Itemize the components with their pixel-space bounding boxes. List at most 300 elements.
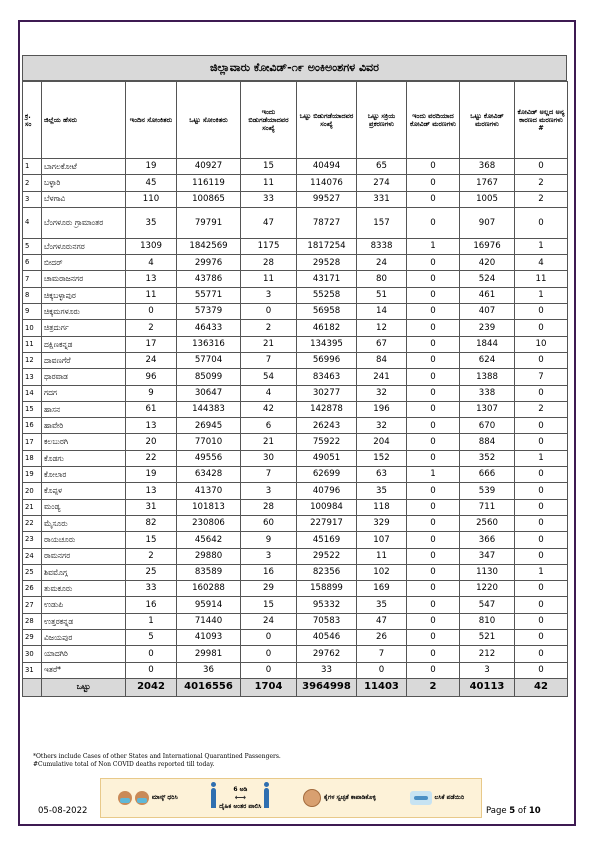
row-value-cell: 1	[126, 613, 177, 629]
row-value-cell: 42	[241, 401, 297, 417]
row-value-cell: 22	[126, 450, 177, 466]
row-sl-number: 7	[23, 271, 42, 287]
row-value-cell: 24	[126, 352, 177, 368]
row-sl-number: 18	[23, 450, 42, 466]
row-value-cell: 1	[407, 467, 460, 483]
row-value-cell: 1309	[126, 238, 177, 254]
table-row	[23, 581, 568, 597]
row-value-cell: 2	[241, 320, 297, 336]
row-value-cell: 3	[460, 662, 515, 678]
row-value-cell: 227917	[297, 515, 357, 531]
row-value-cell: 85099	[177, 369, 241, 385]
row-value-cell: 55258	[297, 287, 357, 303]
row-value-cell: 55771	[177, 287, 241, 303]
row-value-cell: 107	[357, 532, 407, 548]
row-value-cell: 26945	[177, 418, 241, 434]
row-value-cell: 56958	[297, 304, 357, 320]
row-value-cell: 40494	[297, 159, 357, 175]
row-value-cell: 0	[515, 515, 568, 531]
row-sl-number: 28	[23, 613, 42, 629]
header-today-discharged: ಇಂದು ಬಿಡುಗಡೆಯಾದವರ ಸಂಖ್ಯೆ	[241, 82, 297, 159]
row-sl-number: 5	[23, 238, 42, 254]
row-value-cell: 1817254	[297, 238, 357, 254]
row-value-cell: 0	[407, 287, 460, 303]
row-value-cell: 8338	[357, 238, 407, 254]
row-value-cell: 82	[126, 515, 177, 531]
table-row	[23, 255, 568, 271]
row-value-cell: 17	[126, 336, 177, 352]
table-row	[23, 434, 568, 450]
row-value-cell: 29762	[297, 646, 357, 662]
row-value-cell: 11	[241, 271, 297, 287]
table-row	[23, 499, 568, 515]
footnotes	[33, 753, 281, 770]
row-district-name: ಮೈಸೂರು	[42, 515, 126, 531]
row-district-name: ಉಡುಪಿ	[42, 597, 126, 613]
row-value-cell: 0	[407, 581, 460, 597]
row-value-cell: 7	[241, 467, 297, 483]
row-value-cell: 1842569	[177, 238, 241, 254]
row-value-cell: 1130	[460, 564, 515, 580]
table-row	[23, 271, 568, 287]
row-value-cell: 274	[357, 175, 407, 191]
row-district-name: ವಿಜಯಪುರ	[42, 630, 126, 646]
row-value-cell: 0	[126, 646, 177, 662]
row-value-cell: 0	[407, 207, 460, 238]
row-value-cell: 49051	[297, 450, 357, 466]
row-value-cell: 0	[407, 532, 460, 548]
row-value-cell: 0	[241, 304, 297, 320]
row-value-cell: 0	[407, 369, 460, 385]
row-value-cell: 29976	[177, 255, 241, 271]
row-district-name: ಚಾಮರಾಜನಗರ	[42, 271, 126, 287]
row-value-cell: 0	[407, 613, 460, 629]
row-value-cell: 47	[357, 613, 407, 629]
row-value-cell: 0	[515, 532, 568, 548]
row-value-cell: 82356	[297, 564, 357, 580]
table-row	[23, 175, 568, 191]
row-sl-number: 29	[23, 630, 42, 646]
row-value-cell: 15	[126, 532, 177, 548]
row-value-cell: 0	[407, 630, 460, 646]
row-sl-number: 22	[23, 515, 42, 531]
row-value-cell: 33	[297, 662, 357, 678]
row-district-name: ಧಾರವಾಡ	[42, 369, 126, 385]
row-value-cell: 461	[460, 287, 515, 303]
row-value-cell: 20	[126, 434, 177, 450]
row-value-cell: 0	[407, 191, 460, 207]
page-current: 5	[509, 806, 516, 816]
mask-guideline	[118, 791, 178, 805]
masked-face-icon	[118, 791, 132, 805]
row-value-cell: 521	[460, 630, 515, 646]
totals-cell: 2	[407, 678, 460, 696]
row-sl-number: 13	[23, 369, 42, 385]
row-value-cell: 80	[357, 271, 407, 287]
row-value-cell: 7	[357, 646, 407, 662]
row-value-cell: 96	[126, 369, 177, 385]
row-value-cell: 1	[515, 450, 568, 466]
vaccine-guideline	[410, 791, 465, 805]
row-value-cell: 196	[357, 401, 407, 417]
row-value-cell: 84	[357, 352, 407, 368]
row-value-cell: 29528	[297, 255, 357, 271]
person-icon	[264, 788, 269, 808]
row-value-cell: 21	[241, 434, 297, 450]
row-value-cell: 46182	[297, 320, 357, 336]
row-value-cell: 28	[241, 499, 297, 515]
row-value-cell: 29	[241, 581, 297, 597]
row-value-cell: 0	[407, 271, 460, 287]
row-value-cell: 0	[241, 630, 297, 646]
row-sl-number: 11	[23, 336, 42, 352]
row-value-cell: 40546	[297, 630, 357, 646]
row-district-name: ಬೆಂಗಳೂರುನಗರ	[42, 238, 126, 254]
row-value-cell: 3	[241, 287, 297, 303]
row-sl-number: 12	[23, 352, 42, 368]
row-value-cell: 907	[460, 207, 515, 238]
row-value-cell: 884	[460, 434, 515, 450]
row-value-cell: 26243	[297, 418, 357, 434]
row-value-cell: 5	[126, 630, 177, 646]
row-value-cell: 2	[126, 320, 177, 336]
row-value-cell: 24	[357, 255, 407, 271]
row-value-cell: 61	[126, 401, 177, 417]
row-sl-number: 30	[23, 646, 42, 662]
totals-sl-cell	[23, 678, 42, 696]
row-value-cell: 11	[241, 175, 297, 191]
row-district-name: ಗದಗ	[42, 385, 126, 401]
row-value-cell: 54	[241, 369, 297, 385]
distance-guideline	[211, 786, 269, 810]
row-value-cell: 15	[241, 597, 297, 613]
row-value-cell: 0	[126, 662, 177, 678]
row-value-cell: 63428	[177, 467, 241, 483]
footnote-non-covid: #Cumulative total of Non COVID deaths reported till today.	[33, 761, 215, 769]
row-district-name: ದಕ್ಷಿಣಕನ್ನಡ	[42, 336, 126, 352]
row-value-cell: 25	[126, 564, 177, 580]
row-value-cell: 0	[515, 434, 568, 450]
row-value-cell: 30	[241, 450, 297, 466]
row-value-cell: 77010	[177, 434, 241, 450]
distance-text: ದೈಹಿಕ ಅಂತರ ಪಾಲಿಸಿ	[219, 802, 262, 810]
row-value-cell: 624	[460, 352, 515, 368]
covid-guidelines-banner	[100, 778, 482, 818]
row-value-cell: 3	[241, 548, 297, 564]
row-district-name: ಬೀದರ್	[42, 255, 126, 271]
row-value-cell: 43171	[297, 271, 357, 287]
row-value-cell: 100865	[177, 191, 241, 207]
row-value-cell: 11	[357, 548, 407, 564]
row-value-cell: 0	[515, 483, 568, 499]
row-value-cell: 1175	[241, 238, 297, 254]
row-value-cell: 152	[357, 450, 407, 466]
header-total-discharged: ಒಟ್ಟು ಬಿಡುಗಡೆಯಾದವರ ಸಂಖ್ಯೆ	[297, 82, 357, 159]
row-value-cell: 0	[407, 646, 460, 662]
row-value-cell: 0	[515, 548, 568, 564]
row-value-cell: 0	[515, 385, 568, 401]
row-value-cell: 99527	[297, 191, 357, 207]
row-value-cell: 157	[357, 207, 407, 238]
row-value-cell: 2	[126, 548, 177, 564]
row-value-cell: 30647	[177, 385, 241, 401]
row-value-cell: 45	[126, 175, 177, 191]
table-row	[23, 564, 568, 580]
row-value-cell: 0	[407, 401, 460, 417]
row-value-cell: 420	[460, 255, 515, 271]
table-row	[23, 336, 568, 352]
row-value-cell: 0	[515, 352, 568, 368]
header-district: ಜಿಲ್ಲೆಯ ಹೆಸರು	[42, 82, 126, 159]
totals-cell: 1704	[241, 678, 297, 696]
row-district-name: ರಾಮನಗರ	[42, 548, 126, 564]
footnote-others: *Others include Cases of other States and International Quarantined Passengers.	[33, 753, 281, 760]
row-value-cell: 0	[407, 548, 460, 564]
row-value-cell: 134395	[297, 336, 357, 352]
row-value-cell: 1	[515, 238, 568, 254]
row-district-name: ಬೆಂಗಳೂರು ಗ್ರಾಮಾಂತರ	[42, 207, 126, 238]
row-value-cell: 56996	[297, 352, 357, 368]
table-row	[23, 369, 568, 385]
table-row	[23, 467, 568, 483]
row-value-cell: 158899	[297, 581, 357, 597]
masked-face-icon	[135, 791, 149, 805]
row-value-cell: 0	[407, 597, 460, 613]
row-value-cell: 45642	[177, 532, 241, 548]
row-value-cell: 1844	[460, 336, 515, 352]
page-total: 10	[528, 806, 541, 816]
row-value-cell: 32	[357, 418, 407, 434]
totals-cell: 42	[515, 678, 568, 696]
row-district-name: ಉತ್ತರಕನ್ನಡ	[42, 613, 126, 629]
row-value-cell: 0	[515, 630, 568, 646]
row-value-cell: 3	[241, 483, 297, 499]
row-sl-number: 27	[23, 597, 42, 613]
header-total-deaths: ಒಟ್ಟು ಕೋವಿಡ್ ಮರಣಗಳು	[460, 82, 515, 159]
row-value-cell: 35	[357, 597, 407, 613]
row-value-cell: 29981	[177, 646, 241, 662]
table-title: ಜಿಲ್ಲಾವಾರು ಕೋವಿಡ್-೧೯ ಅಂಕಿಅಂಶಗಳ ವಿವರ	[22, 55, 567, 81]
row-value-cell: 28	[241, 255, 297, 271]
row-value-cell: 0	[515, 304, 568, 320]
row-sl-number: 20	[23, 483, 42, 499]
page-sep: of	[517, 806, 527, 816]
row-sl-number: 16	[23, 418, 42, 434]
row-value-cell: 547	[460, 597, 515, 613]
row-value-cell: 75922	[297, 434, 357, 450]
row-value-cell: 29522	[297, 548, 357, 564]
row-value-cell: 43786	[177, 271, 241, 287]
double-arrow-icon: ⟷	[234, 793, 247, 803]
row-value-cell: 60	[241, 515, 297, 531]
row-value-cell: 1388	[460, 369, 515, 385]
table-row	[23, 238, 568, 254]
header-total-positive: ಒಟ್ಟು ಸೋಂಕಿತರು	[177, 82, 241, 159]
row-value-cell: 102	[357, 564, 407, 580]
hand-hygiene-guideline	[303, 789, 376, 807]
row-value-cell: 366	[460, 532, 515, 548]
row-district-name: ಕೋಲಾರ	[42, 467, 126, 483]
row-value-cell: 0	[407, 418, 460, 434]
row-value-cell: 114076	[297, 175, 357, 191]
totals-row	[23, 678, 568, 696]
hands-text: ಕೈಗಳ ಸ್ವಚ್ಛತೆ ಕಾಪಾಡಿಕೊಳ್ಳಿ	[324, 794, 376, 802]
row-value-cell: 0	[515, 597, 568, 613]
row-value-cell: 14	[357, 304, 407, 320]
row-value-cell: 1005	[460, 191, 515, 207]
row-sl-number: 3	[23, 191, 42, 207]
table-row	[23, 191, 568, 207]
row-value-cell: 0	[515, 467, 568, 483]
row-value-cell: 0	[241, 646, 297, 662]
row-value-cell: 0	[515, 662, 568, 678]
table-row	[23, 646, 568, 662]
row-value-cell: 46433	[177, 320, 241, 336]
row-sl-number: 9	[23, 304, 42, 320]
row-value-cell: 4	[515, 255, 568, 271]
row-value-cell: 71440	[177, 613, 241, 629]
row-value-cell: 0	[515, 613, 568, 629]
table-row	[23, 548, 568, 564]
row-value-cell: 110	[126, 191, 177, 207]
row-value-cell: 0	[357, 662, 407, 678]
row-value-cell: 142878	[297, 401, 357, 417]
table-row	[23, 662, 568, 678]
row-value-cell: 24	[241, 613, 297, 629]
row-value-cell: 0	[515, 499, 568, 515]
row-value-cell: 204	[357, 434, 407, 450]
row-value-cell: 0	[407, 499, 460, 515]
row-value-cell: 0	[407, 336, 460, 352]
row-value-cell: 0	[515, 581, 568, 597]
row-sl-number: 23	[23, 532, 42, 548]
row-value-cell: 70583	[297, 613, 357, 629]
row-value-cell: 1307	[460, 401, 515, 417]
row-value-cell: 711	[460, 499, 515, 515]
row-value-cell: 36	[177, 662, 241, 678]
totals-cell: 4016556	[177, 678, 241, 696]
row-value-cell: 0	[407, 483, 460, 499]
row-sl-number: 6	[23, 255, 42, 271]
row-sl-number: 24	[23, 548, 42, 564]
row-district-name: ಇತರೆ*	[42, 662, 126, 678]
row-value-cell: 1	[515, 287, 568, 303]
row-value-cell: 63	[357, 467, 407, 483]
row-value-cell: 0	[407, 304, 460, 320]
row-value-cell: 6	[241, 418, 297, 434]
totals-label: ಒಟ್ಟು	[42, 678, 126, 696]
page-label: Page	[486, 806, 507, 816]
table-row	[23, 532, 568, 548]
row-value-cell: 0	[515, 418, 568, 434]
row-district-name: ಬಾಗಲಕೋಟೆ	[42, 159, 126, 175]
row-value-cell: 2	[515, 175, 568, 191]
row-district-name: ಬಳ್ಳಾರಿ	[42, 175, 126, 191]
row-district-name: ಯಾದಗಿರಿ	[42, 646, 126, 662]
row-sl-number: 1	[23, 159, 42, 175]
row-value-cell: 40927	[177, 159, 241, 175]
vaccine-text: ಲಸಿಕೆ ಪಡೆಯಿರಿ	[434, 794, 465, 802]
row-value-cell: 0	[515, 207, 568, 238]
row-value-cell: 19	[126, 159, 177, 175]
table-row	[23, 159, 568, 175]
totals-cell: 2042	[126, 678, 177, 696]
hand-wash-icon	[303, 789, 321, 807]
row-value-cell: 169	[357, 581, 407, 597]
row-value-cell: 0	[407, 450, 460, 466]
table-row	[23, 597, 568, 613]
row-value-cell: 0	[407, 320, 460, 336]
row-value-cell: 12	[357, 320, 407, 336]
row-value-cell: 0	[407, 564, 460, 580]
table-row	[23, 483, 568, 499]
row-value-cell: 79791	[177, 207, 241, 238]
row-value-cell: 0	[407, 515, 460, 531]
row-value-cell: 83463	[297, 369, 357, 385]
row-value-cell: 57379	[177, 304, 241, 320]
row-value-cell: 670	[460, 418, 515, 434]
row-value-cell: 100984	[297, 499, 357, 515]
row-value-cell: 11	[126, 287, 177, 303]
row-value-cell: 33	[126, 581, 177, 597]
row-value-cell: 7	[515, 369, 568, 385]
row-value-cell: 33	[241, 191, 297, 207]
row-value-cell: 239	[460, 320, 515, 336]
table-row	[23, 418, 568, 434]
table-row	[23, 287, 568, 303]
row-value-cell: 352	[460, 450, 515, 466]
row-value-cell: 230806	[177, 515, 241, 531]
row-value-cell: 0	[407, 255, 460, 271]
row-value-cell: 0	[407, 662, 460, 678]
covid-statistics-table	[22, 81, 568, 697]
row-value-cell: 160288	[177, 581, 241, 597]
row-value-cell: 40796	[297, 483, 357, 499]
row-value-cell: 1	[515, 564, 568, 580]
row-value-cell: 16976	[460, 238, 515, 254]
row-value-cell: 212	[460, 646, 515, 662]
row-district-name: ಕಲಬುರಗಿ	[42, 434, 126, 450]
distance-feet-text: 6 ಅಡಿ	[233, 786, 248, 794]
table-row	[23, 515, 568, 531]
row-value-cell: 9	[241, 532, 297, 548]
row-district-name: ಶಿವಮೊಗ್ಗ	[42, 564, 126, 580]
row-value-cell: 2	[515, 191, 568, 207]
row-value-cell: 65	[357, 159, 407, 175]
row-value-cell: 4	[126, 255, 177, 271]
row-value-cell: 16	[241, 564, 297, 580]
row-district-name: ರಾಯಚೂರು	[42, 532, 126, 548]
person-icon	[211, 788, 216, 808]
row-value-cell: 45169	[297, 532, 357, 548]
row-sl-number: 26	[23, 581, 42, 597]
row-value-cell: 13	[126, 418, 177, 434]
row-value-cell: 136316	[177, 336, 241, 352]
row-sl-number: 14	[23, 385, 42, 401]
totals-cell: 40113	[460, 678, 515, 696]
totals-cell: 11403	[357, 678, 407, 696]
row-value-cell: 13	[126, 483, 177, 499]
row-sl-number: 10	[23, 320, 42, 336]
row-value-cell: 0	[407, 175, 460, 191]
row-value-cell: 0	[241, 662, 297, 678]
row-value-cell: 0	[515, 159, 568, 175]
row-value-cell: 144383	[177, 401, 241, 417]
table-body	[23, 159, 568, 679]
row-value-cell: 0	[407, 352, 460, 368]
row-value-cell: 0	[515, 646, 568, 662]
row-value-cell: 368	[460, 159, 515, 175]
